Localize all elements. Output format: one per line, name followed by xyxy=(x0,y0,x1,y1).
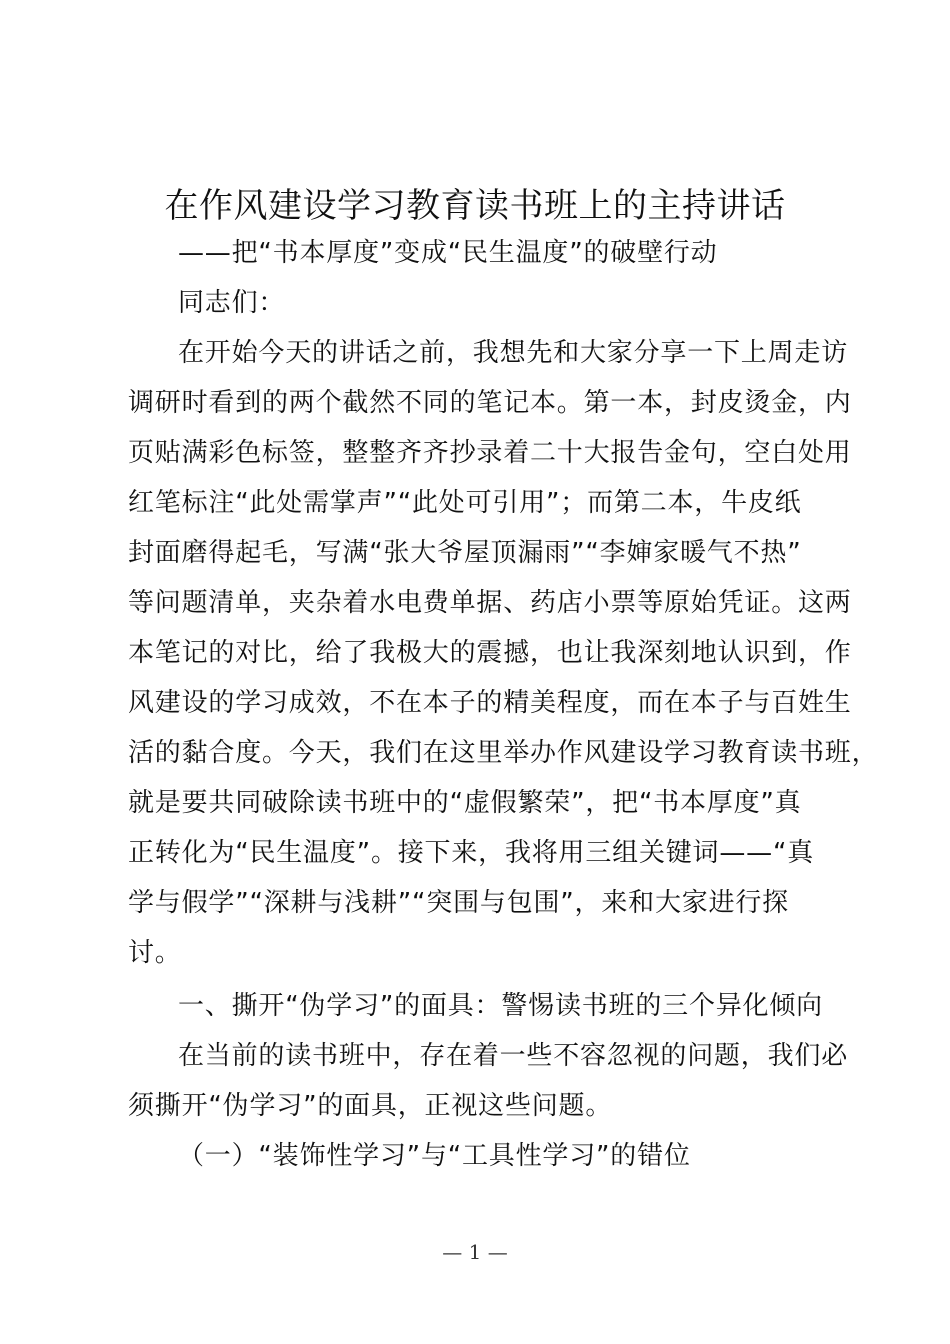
body-line: 须撕开“伪学习”的面具，正视这些问题。 xyxy=(128,1091,613,1121)
salutation: 同志们： xyxy=(178,288,286,318)
body-line: 页贴满彩色标签，整整齐齐抄录着二十大报告金句，空白处用 xyxy=(128,438,852,468)
body-line: 封面磨得起毛，写满“张大爷屋顶漏雨”“李婶家暖气不热” xyxy=(128,538,802,568)
page-number: — 1 — xyxy=(442,1240,508,1264)
body-line: 活的黏合度。今天，我们在这里举办作风建设学习教育读书班， xyxy=(128,738,879,768)
subsection-heading: （一）“装饰性学习”与“工具性学习”的错位 xyxy=(178,1141,691,1171)
body-line: 本笔记的对比，给了我极大的震撼，也让我深刻地认识到，作 xyxy=(128,638,852,668)
body-line: 风建设的学习成效，不在本子的精美程度，而在本子与百姓生 xyxy=(128,688,852,718)
section-heading: 一、撕开“伪学习”的面具：警惕读书班的三个异化倾向 xyxy=(178,991,823,1021)
body-line: 调研时看到的两个截然不同的笔记本。第一本，封皮烫金，内 xyxy=(128,388,852,418)
document-title: 在作风建设学习教育读书班上的主持讲话 xyxy=(164,186,786,226)
body-line: 正转化为“民生温度”。接下来，我将用三组关键词——“真 xyxy=(128,838,815,868)
body-line: 就是要共同破除读书班中的“虚假繁荣”，把“书本厚度”真 xyxy=(128,788,802,818)
document-subtitle: ——把“书本厚度”变成“民生温度”的破壁行动 xyxy=(178,238,718,268)
body-line: 讨。 xyxy=(128,938,182,968)
body-line: 在开始今天的讲话之前，我想先和大家分享一下上周走访 xyxy=(178,338,849,368)
body-line: 等问题清单，夹杂着水电费单据、药店小票等原始凭证。这两 xyxy=(128,588,852,618)
body-line: 在当前的读书班中，存在着一些不容忽视的问题，我们必 xyxy=(178,1041,849,1071)
body-line: 红笔标注“此处需掌声”“此处可引用”；而第二本，牛皮纸 xyxy=(128,488,802,518)
body-line: 学与假学”“深耕与浅耕”“突围与包围”，来和大家进行探 xyxy=(128,888,789,918)
